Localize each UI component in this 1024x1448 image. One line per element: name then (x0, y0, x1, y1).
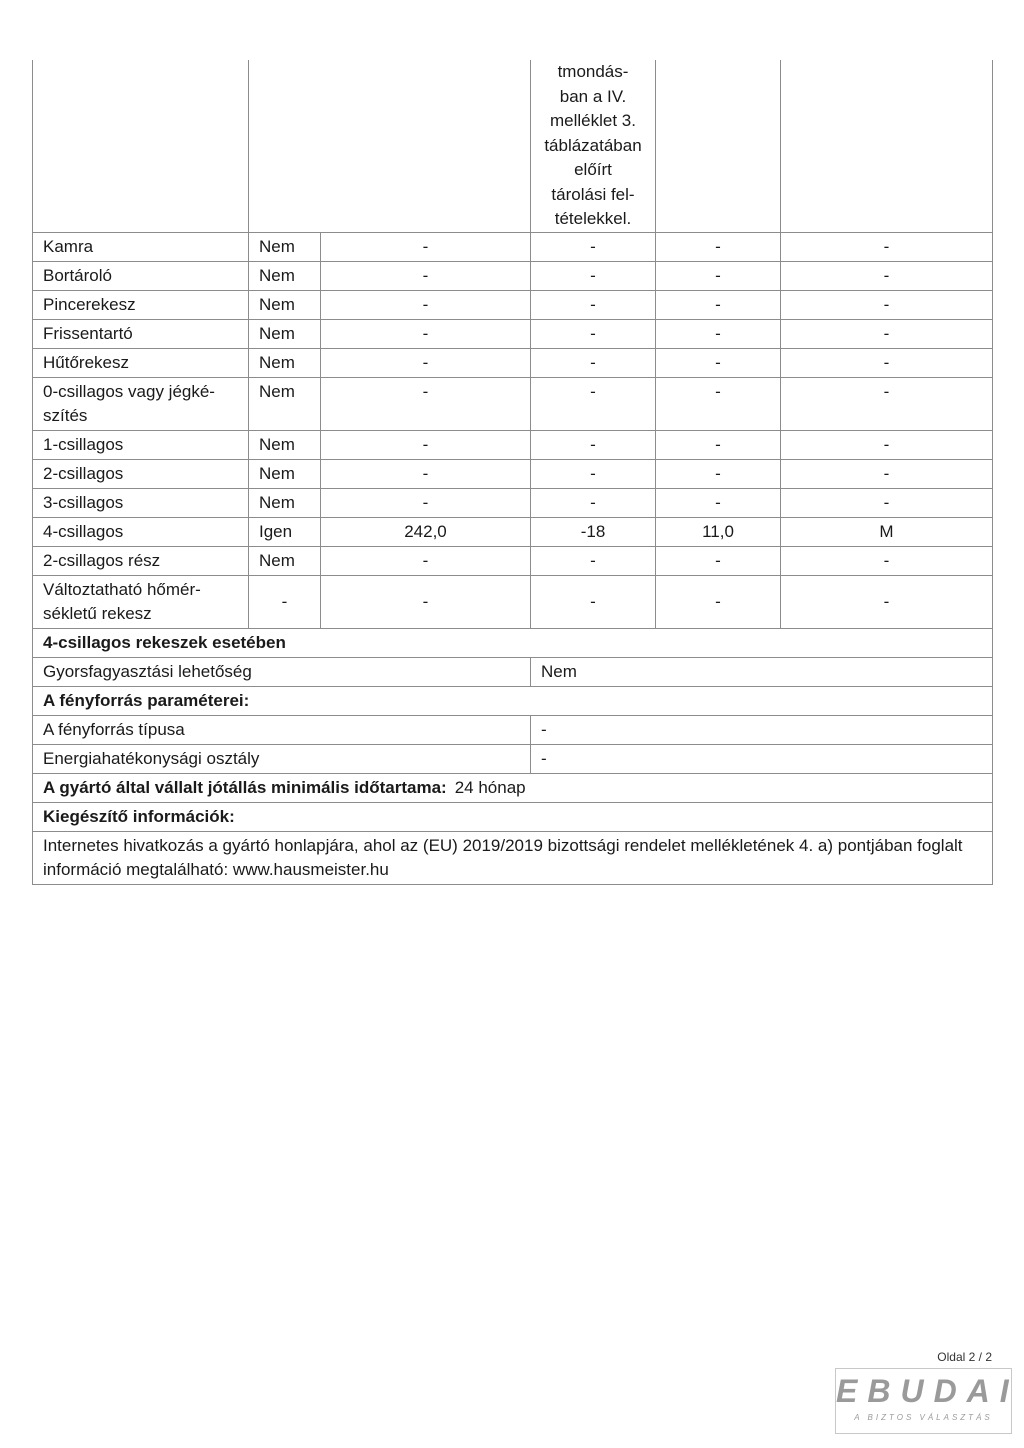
continuation-cell (531, 60, 656, 232)
compartment-temperature: - (531, 546, 656, 575)
compartment-present: Nem (249, 377, 321, 430)
compartment-class: - (781, 575, 993, 628)
compartment-volume: - (321, 459, 531, 488)
compartment-temperature: - (531, 430, 656, 459)
compartment-class: - (781, 377, 993, 430)
warranty-label: A gyártó által vállalt jótállás minimális időtartama: (43, 777, 447, 797)
compartment-energy: - (656, 377, 781, 430)
additional-text-row (33, 831, 993, 884)
compartment-row (33, 377, 993, 430)
continuation-line: melléklet 3. (550, 111, 636, 130)
page-number: Oldal 2 / 2 (937, 1350, 992, 1364)
light-source-heading-row (33, 686, 993, 715)
compartment-class: - (781, 232, 993, 261)
compartment-row (33, 430, 993, 459)
compartment-name: 0-csillagos vagy jégké-szítés (33, 377, 249, 430)
compartment-row (33, 319, 993, 348)
compartment-temperature: - (531, 377, 656, 430)
compartment-present: - (249, 575, 321, 628)
continuation-line: előírt (574, 160, 612, 179)
compartment-volume: - (321, 575, 531, 628)
compartment-name: 1-csillagos (33, 430, 249, 459)
product-info-table (32, 60, 993, 885)
compartment-energy: - (656, 232, 781, 261)
compartment-volume: - (321, 232, 531, 261)
compartment-present: Nem (249, 290, 321, 319)
four-star-label: Gyorsfagyasztási lehetőség (33, 657, 531, 686)
continuation-row (33, 60, 993, 232)
compartment-energy: - (656, 261, 781, 290)
compartment-class: - (781, 430, 993, 459)
compartment-energy: - (656, 430, 781, 459)
compartment-class: - (781, 488, 993, 517)
compartment-name: Pincerekesz (33, 290, 249, 319)
compartment-energy: - (656, 575, 781, 628)
compartment-name: Frissentartó (33, 319, 249, 348)
compartment-name: Bortároló (33, 261, 249, 290)
compartment-energy: - (656, 488, 781, 517)
compartment-temperature: - (531, 575, 656, 628)
compartment-energy: - (656, 459, 781, 488)
compartment-row (33, 575, 993, 628)
compartment-volume: - (321, 319, 531, 348)
continuation-text (531, 60, 655, 232)
compartment-name: 2-csillagos rész (33, 546, 249, 575)
compartment-temperature: - (531, 348, 656, 377)
compartment-volume: - (321, 546, 531, 575)
compartment-present: Nem (249, 232, 321, 261)
compartment-present: Nem (249, 261, 321, 290)
compartment-row (33, 488, 993, 517)
compartment-class: - (781, 459, 993, 488)
compartment-class: - (781, 290, 993, 319)
four-star-value: Nem (531, 657, 993, 686)
compartment-row (33, 517, 993, 546)
compartment-name: Hűtőrekesz (33, 348, 249, 377)
light-source-label: Energiahatékonysági osztály (33, 744, 531, 773)
four-star-heading: 4-csillagos rekeszek esetében (33, 628, 993, 657)
compartment-temperature: - (531, 488, 656, 517)
warranty-row (33, 773, 993, 802)
compartment-energy: - (656, 290, 781, 319)
compartment-name: 3-csillagos (33, 488, 249, 517)
compartment-present: Nem (249, 319, 321, 348)
continuation-line: tárolási fel- (551, 184, 635, 204)
compartment-name: 4-csillagos (33, 517, 249, 546)
four-star-heading-row (33, 628, 993, 657)
four-star-row (33, 657, 993, 686)
compartment-present: Nem (249, 488, 321, 517)
compartment-temperature: - (531, 319, 656, 348)
compartment-row (33, 546, 993, 575)
compartment-row (33, 348, 993, 377)
compartment-class: - (781, 319, 993, 348)
continuation-line: tételekkel. (554, 209, 632, 228)
light-source-row (33, 744, 993, 773)
light-source-value: - (531, 715, 993, 744)
compartment-class: - (781, 546, 993, 575)
continuation-line: tmondás- (557, 62, 629, 81)
compartment-temperature: -18 (531, 517, 656, 546)
light-source-label: A fényforrás típusa (33, 715, 531, 744)
warranty-value: 24 hónap (454, 777, 526, 797)
compartment-present: Nem (249, 546, 321, 575)
compartment-volume: - (321, 348, 531, 377)
compartment-volume: - (321, 290, 531, 319)
compartment-volume: 242,0 (321, 517, 531, 546)
light-source-heading: A fényforrás paraméterei: (33, 686, 993, 715)
compartment-row (33, 261, 993, 290)
ebudai-logo: EBUDAI A BIZTOS VÁLASZTÁS (835, 1368, 1012, 1434)
compartment-present: Igen (249, 517, 321, 546)
compartment-row (33, 459, 993, 488)
compartment-energy: - (656, 348, 781, 377)
compartment-volume: - (321, 430, 531, 459)
compartment-energy: 11,0 (656, 517, 781, 546)
compartment-temperature: - (531, 261, 656, 290)
light-source-value: - (531, 744, 993, 773)
compartment-temperature: - (531, 290, 656, 319)
compartment-present: Nem (249, 348, 321, 377)
compartment-temperature: - (531, 459, 656, 488)
compartment-present: Nem (249, 459, 321, 488)
compartment-present: Nem (249, 430, 321, 459)
compartment-temperature: - (531, 232, 656, 261)
additional-text: Internetes hivatkozás a gyártó honlapjára, ahol az (EU) 2019/2019 bizottsági rendelet mellékletének 4. a) pontjában foglalt információ megtalálható: www.hausmeister.hu (33, 831, 993, 884)
compartment-row (33, 290, 993, 319)
compartment-volume: - (321, 261, 531, 290)
compartment-energy: - (656, 319, 781, 348)
compartment-name: 2-csillagos (33, 459, 249, 488)
compartment-class: - (781, 261, 993, 290)
compartment-class: - (781, 348, 993, 377)
continuation-line: ban a IV. (559, 86, 627, 106)
additional-heading: Kiegészítő információk: (33, 802, 993, 831)
compartment-name: Változtatható hőmér-sékletű rekesz (33, 575, 249, 628)
compartment-name: Kamra (33, 232, 249, 261)
compartment-volume: - (321, 488, 531, 517)
compartment-volume: - (321, 377, 531, 430)
continuation-line: táblázatában (544, 135, 642, 155)
additional-heading-row (33, 802, 993, 831)
light-source-row (33, 715, 993, 744)
compartment-energy: - (656, 546, 781, 575)
warranty-cell (33, 773, 993, 802)
compartment-class: M (781, 517, 993, 546)
compartment-row (33, 232, 993, 261)
